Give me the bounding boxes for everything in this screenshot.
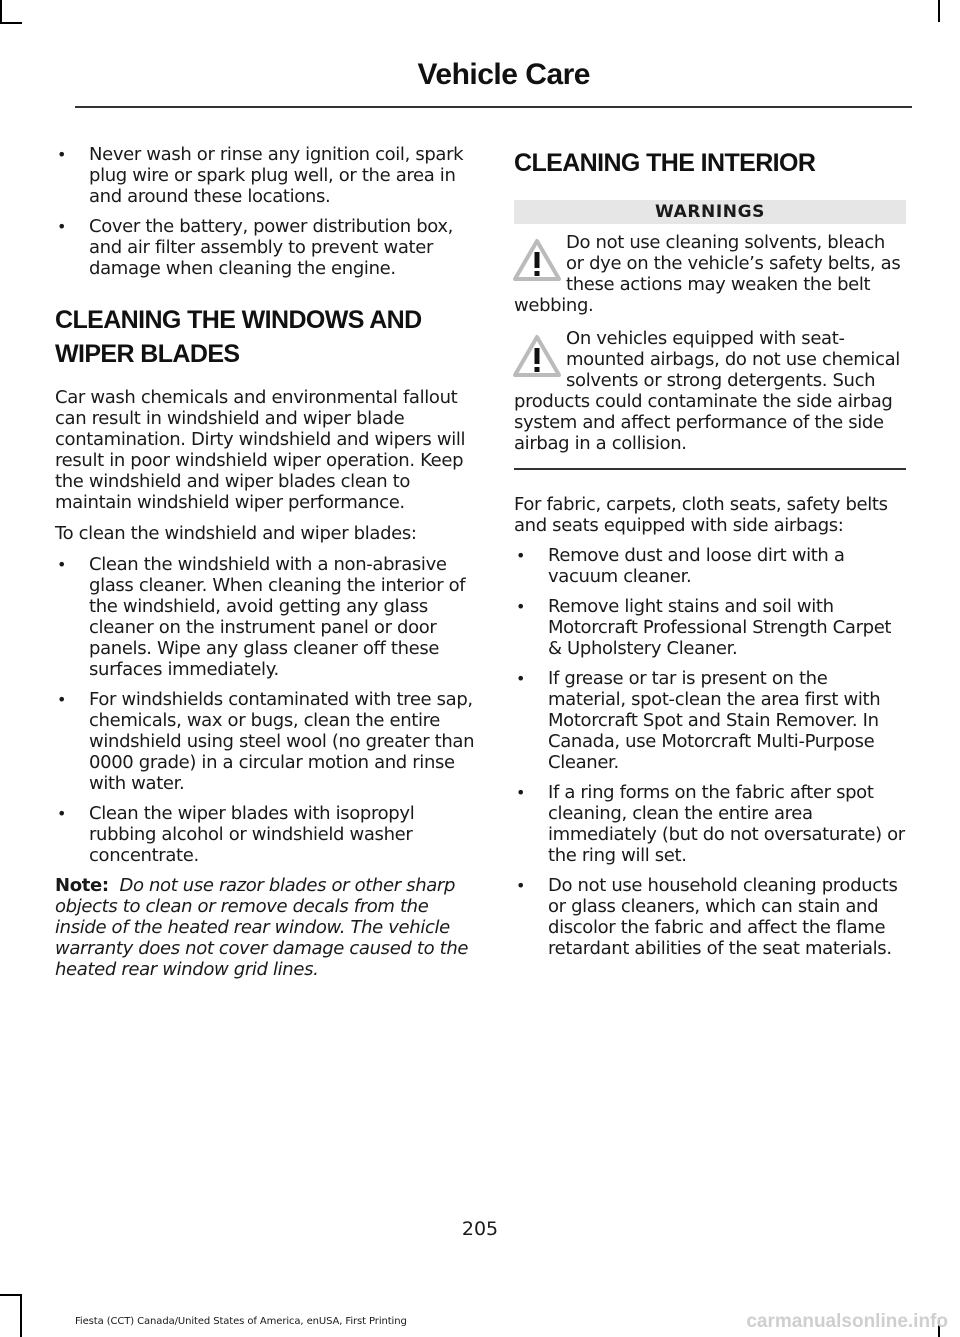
- note-text: Do not use razor blades or other sharp objects to clean or remove decals from the inside of the heated rear window. The vehicle warranty does not cover damage caused to the heated rear window grid lines.: [55, 875, 469, 980]
- warning-item: [514, 328, 906, 454]
- list-item: • For windshields contaminated with tree sap, chemicals, wax or bugs, clean the entire windshield using steel wool (no greater than 0000 grade) in a circular motion and rinse with water.: [55, 689, 475, 794]
- crop-mark: [0, 22, 22, 24]
- list-item: • Clean the windshield with a non-abrasive glass cleaner. When cleaning the interior of the windshield, avoid getting any glass cleaner on the instrument panel or door panels. Wipe any glass cleaner off these surfaces immediately.: [55, 554, 475, 680]
- warnings-banner: WARNINGS: [514, 200, 906, 224]
- paragraph: For fabric, carpets, cloth seats, safety belts and seats equipped with side airbags:: [514, 494, 888, 536]
- header-rule: [75, 106, 912, 108]
- warning-item: [514, 232, 906, 316]
- note-label: Note:: [55, 875, 109, 896]
- list-item: • Never wash or rinse any ignition coil, spark plug wire or spark plug well, or the area in and around these locations.: [55, 144, 475, 207]
- warning-text: On vehicles equipped with seat-mounted airbags, do not use chemical solvents or strong detergents. Such products could contaminate the side airbag system and affect performance of the side airbag in a collision.: [514, 328, 900, 454]
- footer-text: Fiesta (CCT) Canada/United States of America, enUSA, First Printing: [75, 1316, 407, 1327]
- warning-text: Do not use cleaning solvents, bleach or dye on the vehicle’s safety belts, as these actions may weaken the belt webbing.: [514, 232, 901, 316]
- right-column: [514, 144, 906, 968]
- warnings-end-rule: [514, 468, 906, 470]
- crop-mark: [0, 0, 2, 22]
- watermark: carmanualsonline.info: [746, 1311, 948, 1332]
- left-column: [55, 144, 475, 980]
- paragraph: To clean the windshield and wiper blades:: [55, 523, 417, 544]
- page-header-title: Vehicle Care: [417, 58, 590, 91]
- list-item: • Remove light stains and soil with Motorcraft Professional Strength Carpet & Upholstery Cleaner.: [514, 596, 906, 659]
- list-item: • Cover the battery, power distribution box, and air filter assembly to prevent water damage when cleaning the engine.: [55, 216, 475, 279]
- section-heading-windows: [55, 303, 475, 371]
- list-item: • Do not use household cleaning products or glass cleaners, which can stain and discolor the fabric and affect the flame retardant abilities of the seat materials.: [514, 875, 906, 959]
- note: [55, 875, 475, 980]
- section-heading-interior: CLEANING THE INTERIOR: [514, 149, 816, 177]
- heading-line: CLEANING THE WINDOWS AND: [55, 306, 422, 334]
- warning-triangle-icon: [512, 334, 562, 378]
- page-number: 205: [461, 1218, 499, 1240]
- list-item: • Clean the wiper blades with isopropyl rubbing alcohol or windshield washer concentrate.: [55, 803, 475, 866]
- engine-bullet-list: [55, 144, 475, 279]
- crop-mark: [938, 0, 940, 22]
- paragraph: Car wash chemicals and environmental fallout can result in windshield and wiper blade contamination. Dirty windshield and wipers will result in poor windshield wiper operation. Keep the windshield and wiper blades clean to maintain windshield wiper performance.: [55, 387, 466, 513]
- interior-bullet-list: [514, 545, 906, 959]
- heading-line: WIPER BLADES: [55, 340, 240, 368]
- warning-triangle-icon: [512, 238, 562, 282]
- list-item: • If grease or tar is present on the material, spot-clean the area first with Motorcraft Spot and Stain Remover. In Canada, use Motorcraft Multi-Purpose Cleaner.: [514, 668, 906, 773]
- list-item: • Remove dust and loose dirt with a vacuum cleaner.: [514, 545, 906, 587]
- windshield-bullet-list: [55, 554, 475, 866]
- list-item: • If a ring forms on the fabric after spot cleaning, clean the entire area immediately (but do not oversaturate) or the ring will set.: [514, 782, 906, 866]
- crop-mark: [0, 1294, 22, 1296]
- crop-mark: [20, 1294, 22, 1337]
